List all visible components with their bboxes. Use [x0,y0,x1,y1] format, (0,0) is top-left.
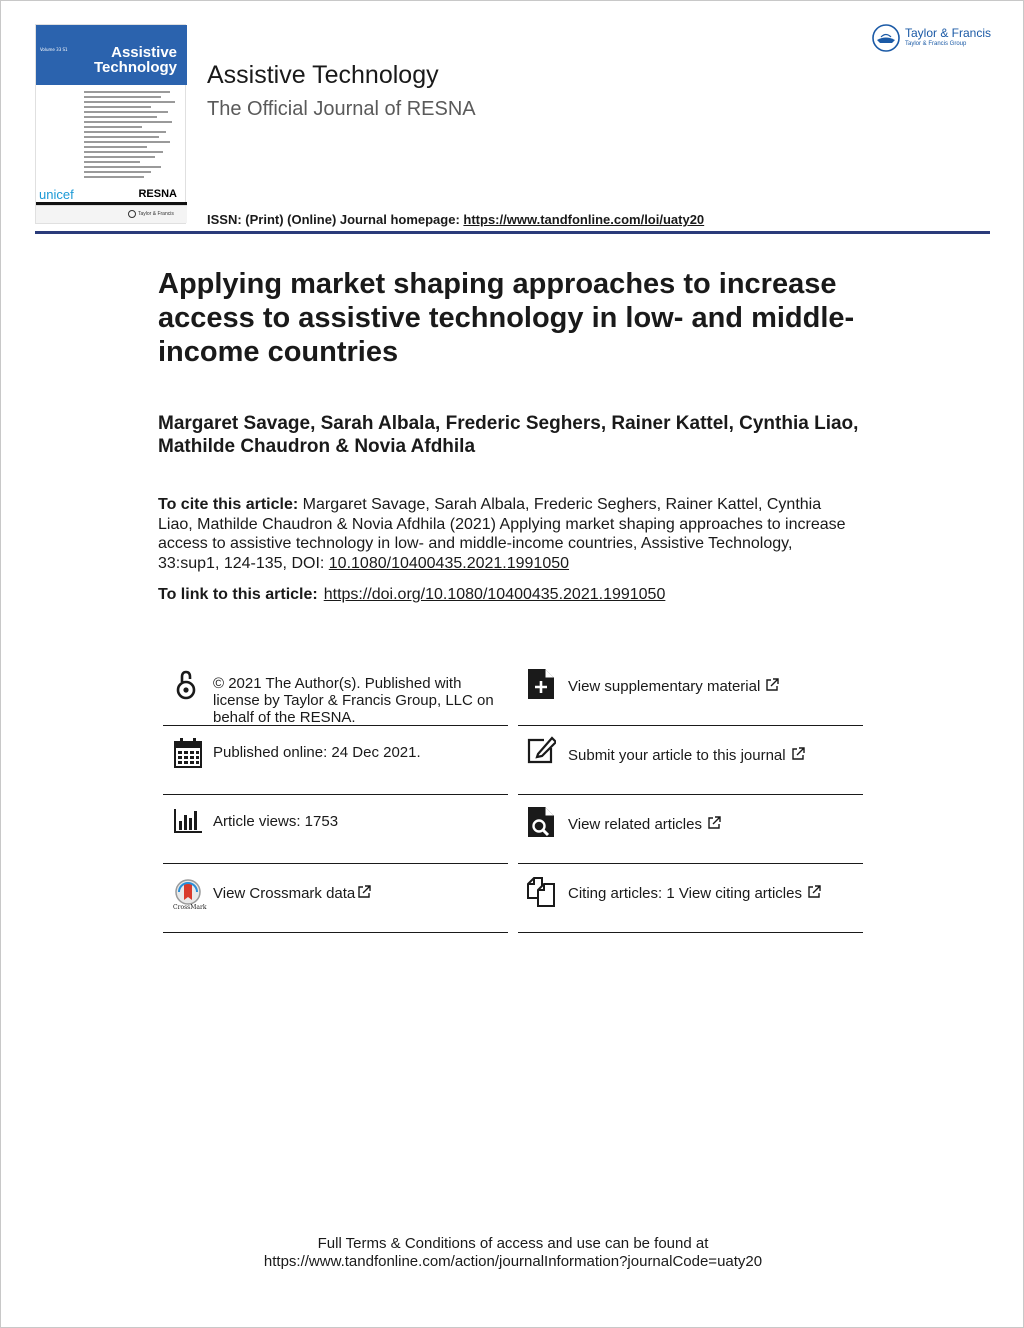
issn-line [207,212,704,227]
cover-contents-lines [84,91,180,181]
publisher-group: Taylor & Francis Group [905,41,967,47]
citing-text: Citing articles: 1 View citing articles [568,885,802,902]
publisher-logo [871,23,1001,53]
published-text: Published online: 24 Dec 2021. [213,744,421,761]
article-link-line [158,586,858,604]
publisher-name: Taylor & Francis [905,26,992,40]
crossmark-caption: CrossMark [173,904,207,911]
submit-cell[interactable] [518,726,863,795]
external-link-icon [707,816,721,830]
journal-subtitle: The Official Journal of RESNA [207,98,476,120]
cover-publisher-mark: Taylor & Francis [138,211,174,217]
lamp-icon [871,23,901,53]
supplementary-link[interactable] [568,678,858,695]
issn-text: ISSN: (Print) (Online) Journal homepage: [207,212,464,227]
copy-icon [526,876,556,910]
journal-cover-image[interactable] [35,24,186,224]
cite-text: Margaret Savage, Sarah Albala, Frederic Seghers, Rainer Kattel, Cynthia Liao, Mathilde Chaudron & Novia Afdhila (2021) Applying market shaping approaches to increase access to assistive technology in low- and middle-income countries, Assistive Technology, 33:sup1, 124-135, DOI: [158,496,846,572]
cover-title-band [36,25,187,85]
license-text: © 2021 The Author(s). Published with license by Taylor & Francis Group, LLC on behalf of the RESNA. [213,675,494,726]
link-label: To link to this article: [158,586,318,603]
bar-chart-icon [173,805,203,839]
terms-url[interactable]: https://www.tandfonline.com/action/journalInformation?journalCode=uaty20 [263,1253,763,1270]
published-cell [163,726,508,795]
cite-label: To cite this article: [158,496,299,513]
open-access-icon [171,669,201,703]
file-plus-icon [526,667,556,701]
header-divider [35,231,990,234]
citation-block [158,495,858,573]
cover-publisher-icon [128,210,136,218]
views-text: Article views: 1753 [213,813,339,830]
file-search-icon [526,805,556,839]
supplementary-text: View supplementary material [568,678,761,695]
terms-footer [1,1235,1024,1271]
citing-link[interactable] [568,885,858,902]
cover-title-line1: Assistive [111,44,177,61]
article-doi-url[interactable]: https://doi.org/10.1080/10400435.2021.1991050 [323,586,666,603]
resna-logo: RESNA [138,188,177,200]
external-link-icon [791,747,805,761]
doi-link[interactable]: 10.1080/10400435.2021.1991050 [328,554,570,572]
cover-volume-tag: Volume 33 S1 [40,47,68,52]
journal-homepage-link[interactable]: https://www.tandfonline.com/loi/uaty20 [463,212,705,227]
cover-partner-logos [36,185,187,203]
journal-title: Assistive Technology [207,61,439,89]
related-text: View related articles [568,816,702,833]
external-link-icon [357,885,371,899]
crossmark-link[interactable] [213,885,503,902]
citing-cell[interactable] [518,864,863,933]
calendar-icon [173,736,203,770]
article-authors: Margaret Savage, Sarah Albala, Frederic Seghers, Rainer Kattel, Cynthia Liao, Mathilde Chaudron & Novia Afdhila [158,413,859,457]
terms-line1: Full Terms & Conditions of access and use can be found at [317,1235,709,1252]
license-cell [163,657,508,726]
article-title: Applying market shaping approaches to increase access to assistive technology in low- and middle-income countries [158,268,855,368]
views-cell [163,795,508,864]
submit-link[interactable] [568,747,858,764]
submit-text: Submit your article to this journal [568,747,786,764]
edit-icon [526,734,556,768]
external-link-icon [765,678,779,692]
cover-footer [36,205,187,223]
unicef-logo: unicef [39,187,74,202]
crossmark-text: View Crossmark data [213,885,356,902]
cover-title-line2: Technology [93,59,177,76]
supplementary-cell[interactable] [518,657,863,726]
crossmark-cell[interactable] [163,864,508,933]
related-link[interactable] [568,816,858,833]
related-cell[interactable] [518,795,863,864]
external-link-icon [807,885,821,899]
cover-title [94,45,177,75]
